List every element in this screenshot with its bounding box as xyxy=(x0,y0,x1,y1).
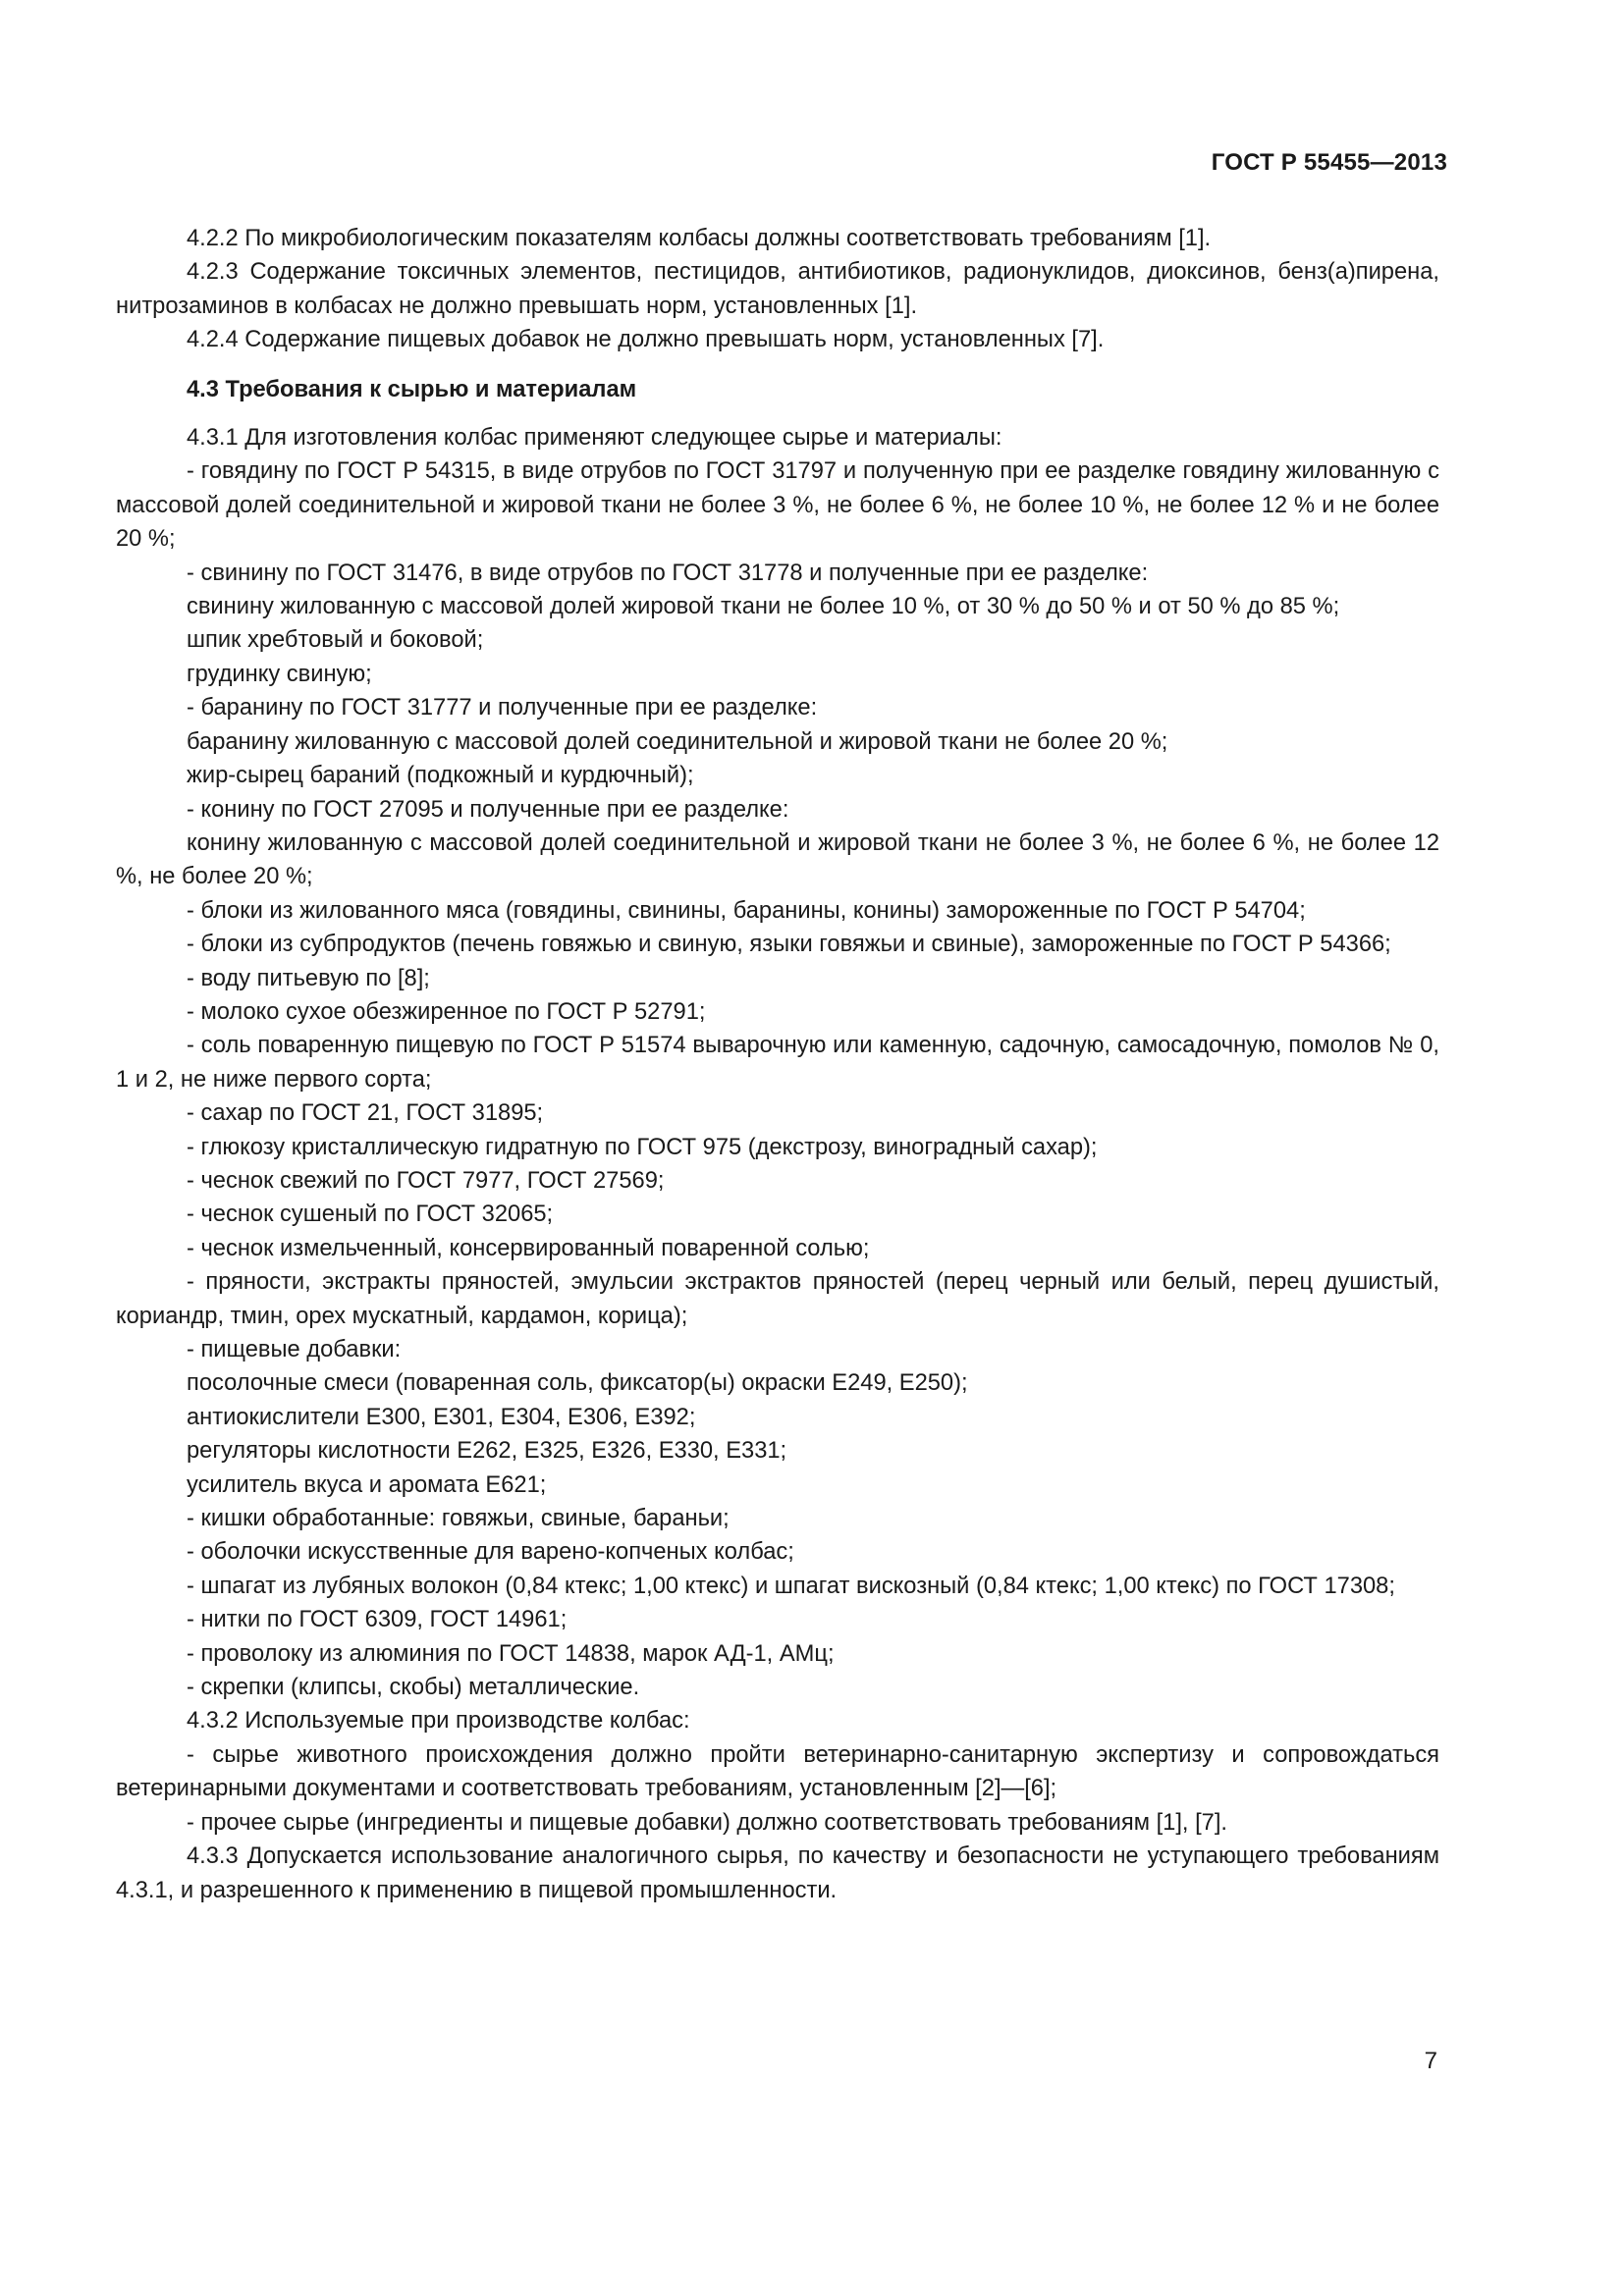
list-item: усилитель вкуса и аромата Е621; xyxy=(187,1471,547,1498)
list-item: - сырье животного происхождения должно пройти ветеринарно-санитарную экспертизу и сопровождаться ветеринарными документами и соответствовать требованиям, установленным [2]—[6]; xyxy=(116,1741,1439,1802)
list-item: шпик хребтовый и боковой; xyxy=(187,627,484,654)
document-id-header: ГОСТ Р 55455—2013 xyxy=(1211,149,1447,176)
clause-4-3-3: 4.3.3 Допускается использование аналогичного сырья, по качеству и безопасности не уступающего требованиям 4.3.1, и разрешенного к применению в пищевой промышленности. xyxy=(116,1843,1439,1903)
list-item: жир-сырец бараний (подкожный и курдючный); xyxy=(187,763,694,789)
clause-4-3-1: 4.3.1 Для изготовления колбас применяют следующее сырье и материалы: xyxy=(187,425,1002,452)
list-item: посолочные смеси (поваренная соль, фиксатор(ы) окраски Е249, Е250); xyxy=(187,1370,968,1397)
list-item: - пряности, экстракты пряностей, эмульсии экстрактов пряностей (перец черный или белый, перец душистый, кориандр, тмин, орех мускатный, кардамон, корица); xyxy=(116,1269,1439,1329)
clause-4-2-3: 4.2.3 Содержание токсичных элементов, пестицидов, антибиотиков, радионуклидов, диоксинов, бенз(а)пирена, нитрозаминов в колбасах не должно превышать норм, установленных [1]. xyxy=(116,259,1439,319)
list-item: - сахар по ГОСТ 21, ГОСТ 31895; xyxy=(187,1100,544,1127)
list-item: - глюкозу кристаллическую гидратную по ГОСТ 975 (декстрозу, виноградный сахар); xyxy=(187,1134,1098,1160)
list-item: - прочее сырье (ингредиенты и пищевые добавки) должно соответствовать требованиям [1], [7]. xyxy=(187,1809,1228,1836)
document-body xyxy=(116,222,1439,1907)
list-item: - оболочки искусственные для варено-копченых колбас; xyxy=(187,1539,794,1566)
list-item: - блоки из субпродуктов (печень говяжью и свиную, языки говяжьи и свиные), замороженные по ГОСТ Р 54366; xyxy=(187,932,1391,958)
list-item: - нитки по ГОСТ 6309, ГОСТ 14961; xyxy=(187,1607,568,1633)
list-item: - кишки обработанные: говяжьи, свиные, бараньи; xyxy=(187,1506,730,1532)
list-item: - скрепки (клипсы, скобы) металлические. xyxy=(187,1675,640,1701)
section-heading-4-3: 4.3 Требования к сырью и материалам xyxy=(187,376,637,402)
list-item: свинину жилованную с массовой долей жировой ткани не более 10 %, от 30 % до 50 % и от 50 % до 85 %; xyxy=(187,594,1340,620)
list-item: - свинину по ГОСТ 31476, в виде отрубов по ГОСТ 31778 и полученные при ее разделке: xyxy=(187,560,1149,586)
clause-4-2-4: 4.2.4 Содержание пищевых добавок не должно превышать норм, установленных [7]. xyxy=(187,327,1105,353)
list-item: баранину жилованную с массовой долей соединительной и жировой ткани не более 20 %; xyxy=(187,728,1168,755)
list-item: - шпагат из лубяных волокон (0,84 ктекс; 1,00 ктекс) и шпагат вискозный (0,84 ктекс; 1,00 ктекс) по ГОСТ 17308; xyxy=(187,1573,1395,1599)
list-item: - чеснок измельченный, консервированный поваренной солью; xyxy=(187,1235,870,1261)
list-item: - говядину по ГОСТ Р 54315, в виде отрубов по ГОСТ 31797 и полученную при ее разделке говядину жилованную с массовой долей соединительной и жировой ткани не более 3 %, не более 6 %, не более 10 %, не более 12 % и не более 20 %; xyxy=(116,458,1439,553)
list-item: грудинку свиную; xyxy=(187,661,372,687)
list-item: - баранину по ГОСТ 31777 и полученные при ее разделке: xyxy=(187,695,818,721)
list-item: антиокислители Е300, Е301, Е304, Е306, Е392; xyxy=(187,1404,696,1430)
clause-4-3-2: 4.3.2 Используемые при производстве колбас: xyxy=(187,1708,690,1735)
list-item: - пищевые добавки: xyxy=(187,1337,402,1362)
page-number: 7 xyxy=(1424,2048,1437,2074)
list-item: - конину по ГОСТ 27095 и полученные при ее разделке: xyxy=(187,796,789,823)
list-item: - молоко сухое обезжиренное по ГОСТ Р 52791; xyxy=(187,998,706,1025)
list-item: - чеснок сушеный по ГОСТ 32065; xyxy=(187,1201,554,1228)
list-item: - блоки из жилованного мяса (говядины, свинины, баранины, конины) замороженные по ГОСТ Р 54704; xyxy=(187,897,1306,924)
list-item: регуляторы кислотности Е262, Е325, Е326, Е330, Е331; xyxy=(187,1438,787,1465)
list-item: конину жилованную с массовой долей соединительной и жировой ткани не более 3 %, не более 6 %, не более 12 %, не более 20 %; xyxy=(116,829,1439,890)
list-item: - воду питьевую по [8]; xyxy=(187,965,430,991)
clause-4-2-2: 4.2.2 По микробиологическим показателям колбасы должны соответствовать требованиям [1]. xyxy=(187,226,1212,251)
list-item: - проволоку из алюминия по ГОСТ 14838, марок АД-1, АМц; xyxy=(187,1640,835,1667)
list-item: - соль поваренную пищевую по ГОСТ Р 51574 выварочную или каменную, садочную, самосадочную, помолов № 0, 1 и 2, не ниже первого сорта; xyxy=(116,1033,1439,1093)
list-item: - чеснок свежий по ГОСТ 7977, ГОСТ 27569; xyxy=(187,1167,665,1194)
